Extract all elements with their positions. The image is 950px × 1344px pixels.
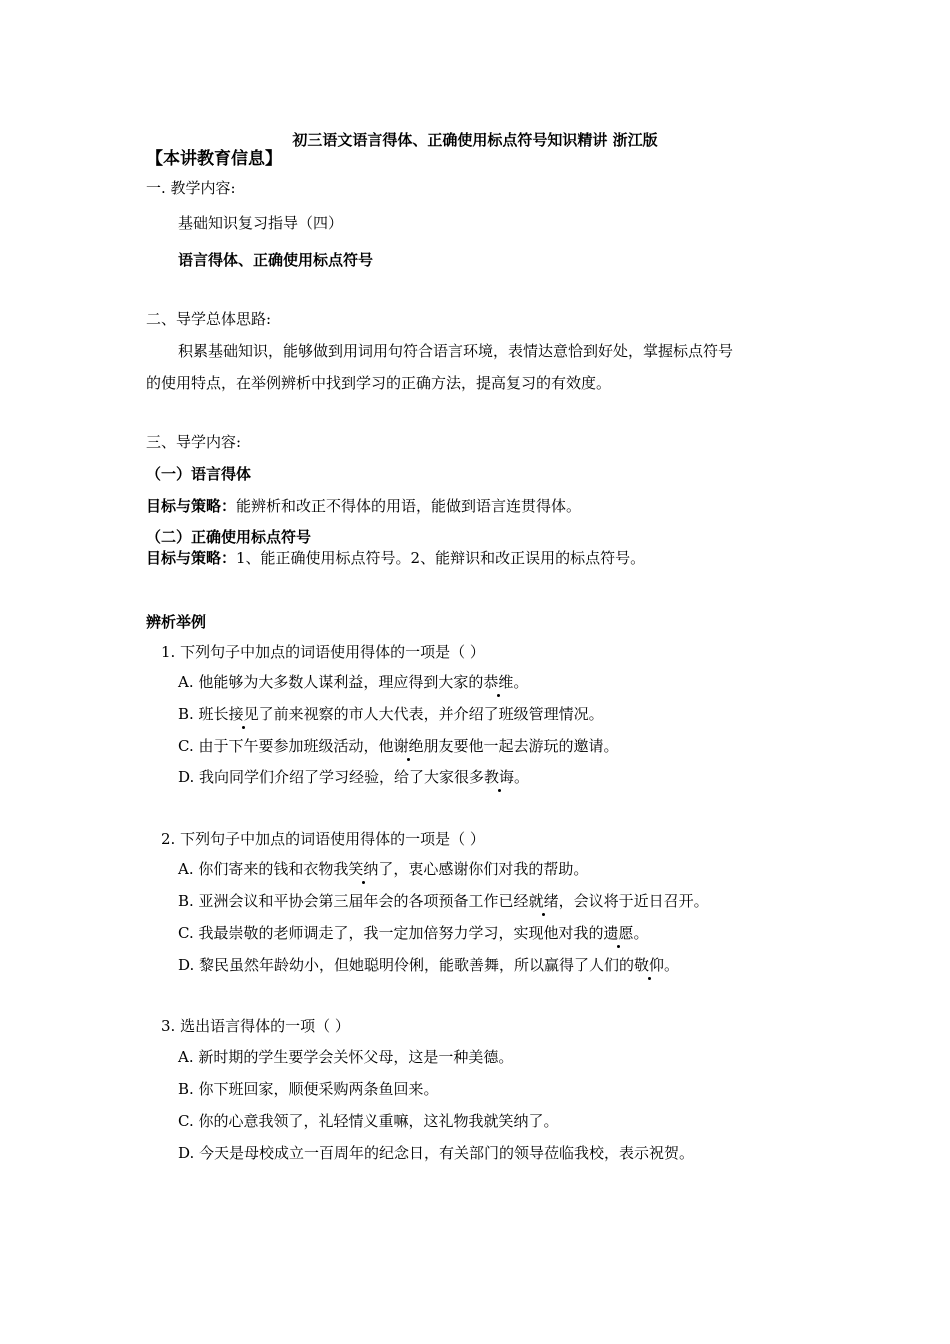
part2-goal-label: 目标与策略：: [146, 549, 237, 567]
q1-c-dotted-word: 谢绝: [393, 737, 424, 755]
part2-goal: [146, 549, 645, 567]
document-title: 初三语文语言得体、正确使用标点符号知识精讲 浙江版: [292, 131, 658, 149]
q1-d-post: 。: [514, 768, 530, 786]
q1-option-b: [178, 705, 604, 723]
q1-a-post: 。: [513, 673, 529, 691]
part2-goal-text: 1、能正确使用标点符号。2、能辩识和改正误用的标点符号。: [236, 549, 646, 567]
q1-a-pre: A. 他能够为大多数人谋利益，理应得到大家的: [178, 673, 484, 691]
q1-option-d: [178, 768, 529, 786]
q2-a-pre: A. 你们寄来的钱和衣物我: [178, 860, 349, 878]
part1-goal-text: 能辨析和改正不得体的用语，能做到语言连贯得体。: [236, 497, 582, 515]
q2-b-dotted-word: 就绪: [528, 892, 559, 910]
q1-c-pre: C. 由于下午要参加班级活动，他: [178, 737, 394, 755]
part2-title: （二）正确使用标点符号: [146, 528, 312, 546]
q2-option-b: [178, 892, 709, 910]
q2-b-post: ，会议将于近日召开。: [558, 892, 709, 910]
q2-c-dotted-word: 遗愿: [603, 924, 634, 942]
section1-line2: 语言得体、正确使用标点符号: [178, 251, 374, 269]
q1-b-post: 了前来视察的市人大代表，并介绍了班级管理情况。: [258, 705, 604, 723]
q1-d-dotted-word: 教诲: [484, 768, 515, 786]
part1-title: （一）语言得体: [146, 465, 252, 483]
q3-stem: 3. 选出语言得体的一项（ ）: [161, 1017, 350, 1035]
part1-goal: [146, 497, 581, 515]
q2-option-d: [178, 956, 679, 974]
q2-a-dotted-word: 笑纳: [348, 860, 379, 878]
q1-option-c: [178, 737, 619, 755]
section1-line1: 基础知识复习指导（四）: [178, 214, 344, 232]
q1-a-dotted-word: 恭维: [483, 673, 514, 691]
q2-d-dotted-word: 敬仰: [634, 956, 665, 974]
section2-paragraph-line1: 积累基础知识，能够做到用词用句符合语言环境，表情达意恰到好处，掌握标点符号: [178, 342, 734, 360]
q1-stem: 1. 下列句子中加点的词语使用得体的一项是（ ）: [161, 643, 485, 661]
q2-option-c: [178, 924, 649, 942]
q3-option-a: A. 新时期的学生要学会关怀父母，这是一种美德。: [178, 1048, 514, 1066]
q2-c-post: 。: [633, 924, 649, 942]
q2-d-post: 。: [664, 956, 680, 974]
q1-b-pre: B. 班长: [178, 705, 229, 723]
q3-option-b: B. 你下班回家，顺便采购两条鱼回来。: [178, 1080, 439, 1098]
q1-c-post: 朋友要他一起去游玩的邀请。: [423, 737, 619, 755]
q1-b-dotted-word: 接见: [228, 705, 259, 723]
q2-c-pre: C. 我最崇敬的老师调走了，我一定加倍努力学习，实现他对我的: [178, 924, 604, 942]
q2-b-pre: B. 亚洲会议和平协会第三届年会的各项预备工作已经: [178, 892, 529, 910]
q3-option-d: D. 今天是母校成立一百周年的纪念日，有关部门的领导莅临我校，表示祝贺。: [178, 1144, 695, 1162]
q1-d-pre: D. 我向同学们介绍了学习经验，给了大家很多: [178, 768, 485, 786]
examples-heading: 辨析举例: [146, 613, 207, 631]
section3-heading: 三、导学内容:: [146, 433, 242, 451]
part1-goal-label: 目标与策略：: [146, 497, 237, 515]
q2-a-post: 了，衷心感谢你们对我的帮助。: [378, 860, 589, 878]
q3-option-c: C. 你的心意我领了，礼轻情义重嘛，这礼物我就笑纳了。: [178, 1112, 559, 1130]
lesson-info-header: 【本讲教育信息】: [146, 149, 282, 169]
q2-stem: 2. 下列句子中加点的词语使用得体的一项是（ ）: [161, 830, 485, 848]
section2-heading: 二、导学总体思路:: [146, 310, 272, 328]
section1-heading: 一. 教学内容:: [146, 179, 236, 197]
q2-option-a: [178, 860, 588, 878]
q1-option-a: [178, 673, 528, 691]
section2-paragraph-line2: 的使用特点，在举例辨析中找到学习的正确方法，提高复习的有效度。: [146, 374, 612, 392]
q2-d-pre: D. 黎民虽然年龄幼小，但她聪明伶俐，能歌善舞，所以赢得了人们的: [178, 956, 635, 974]
